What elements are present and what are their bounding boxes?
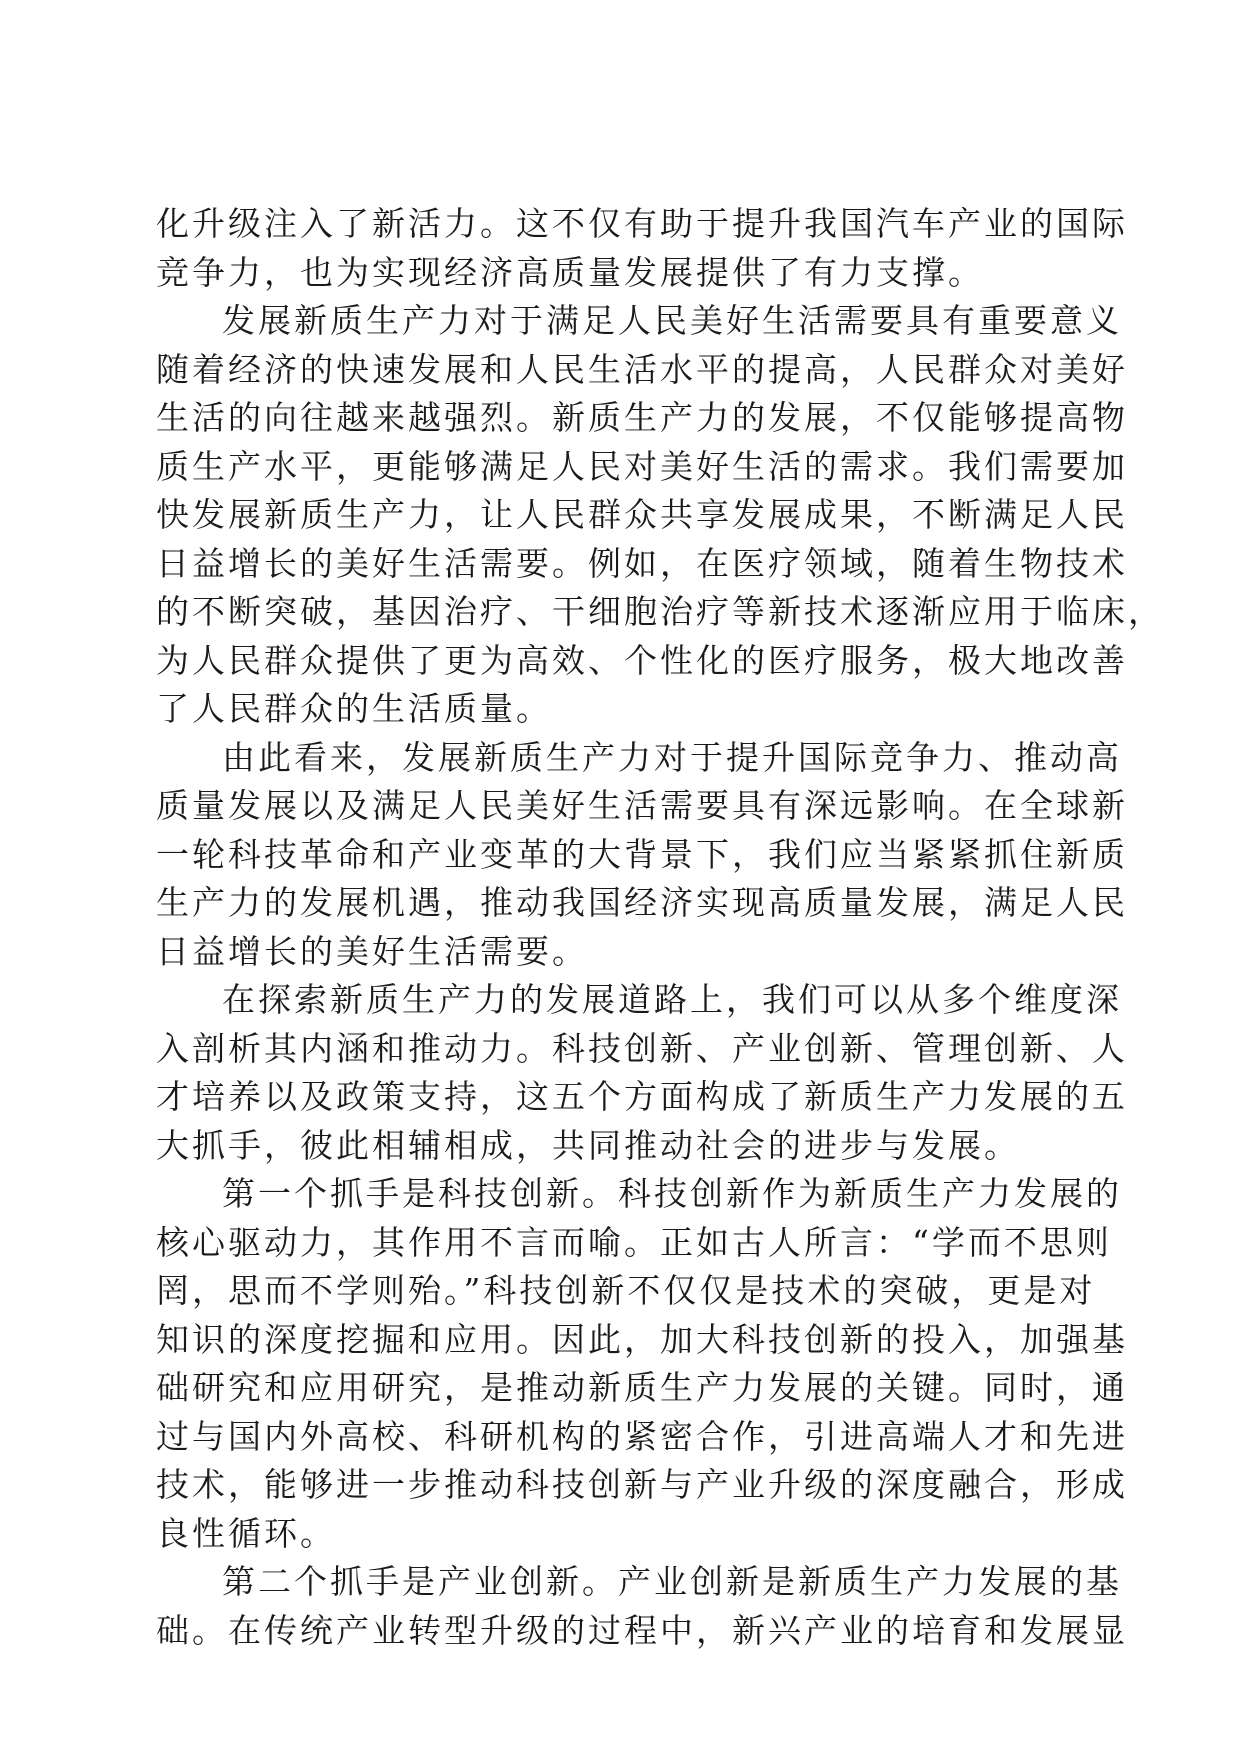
text-line: 随着经济的快速发展和人民生活水平的提高，人民群众对美好 — [156, 349, 1128, 389]
text-line: 了人民群众的生活质量。 — [156, 689, 552, 728]
paragraph — [156, 734, 1128, 977]
text-line: 为人民群众提供了更为高效、个性化的医疗服务，极大地改善 — [156, 640, 1128, 680]
text-line: 础研究和应用研究，是推动新质生产力发展的关键。同时，通 — [156, 1368, 1128, 1407]
text-line: 一轮科技革命和产业变革的大背景下，我们应当紧紧抓住新质 — [156, 834, 1128, 874]
text-line: 在探索新质生产力的发展道路上，我们可以从多个维度深 — [222, 980, 1122, 1019]
body-text — [156, 200, 1164, 1655]
paragraph — [156, 1558, 1128, 1655]
text-line: 竞争力，也为实现经济高质量发展提供了有力支撑。 — [156, 252, 984, 292]
text-line: 质生产水平，更能够满足人民对美好生活的需求。我们需要加 — [156, 446, 1128, 486]
text-line: 良性循环。 — [156, 1513, 336, 1553]
text-line: 才培养以及政策支持，这五个方面构成了新质生产力发展的五 — [156, 1077, 1128, 1116]
text-line: 大抓手，彼此相辅相成，共同推动社会的进步与发展。 — [156, 1125, 1020, 1165]
text-line: 技术，能够进一步推动科技创新与产业升级的深度融合，形成 — [156, 1465, 1128, 1504]
text-line: 的不断突破，基因治疗、干细胞治疗等新技术逐渐应用于临床， — [156, 592, 1164, 631]
text-line: 础。在传统产业转型升级的过程中，新兴产业的培育和发展显 — [156, 1610, 1128, 1650]
text-line: 第一个抓手是科技创新。科技创新作为新质生产力发展的 — [222, 1174, 1122, 1213]
text-line: 核心驱动力，其作用不言而喻。正如古人所言：“学而不思则 — [156, 1222, 1112, 1262]
text-line: 快发展新质生产力，让人民群众共享发展成果，不断满足人民 — [156, 495, 1128, 534]
text-line: 罔，思而不学则殆。”科技创新不仅仅是技术的突破，更是对 — [156, 1271, 1096, 1310]
text-line: 日益增长的美好生活需要。 — [156, 931, 588, 971]
text-line: 发展新质生产力对于满足人民美好生活需要具有重要意义 — [222, 301, 1122, 340]
text-line: 入剖析其内涵和推动力。科技创新、产业创新、管理创新、人 — [156, 1028, 1128, 1068]
paragraph — [156, 297, 1164, 734]
text-line: 生活的向往越来越强烈。新质生产力的发展，不仅能够提高物 — [156, 398, 1128, 437]
text-line: 由此看来，发展新质生产力对于提升国际竞争力、推动高 — [222, 737, 1122, 777]
text-line: 知识的深度挖掘和应用。因此，加大科技创新的投入，加强基 — [156, 1319, 1128, 1359]
paragraph — [156, 200, 1128, 297]
text-line: 质量发展以及满足人民美好生活需要具有深远影响。在全球新 — [156, 786, 1128, 825]
text-line: 化升级注入了新活力。这不仅有助于提升我国汽车产业的国际 — [156, 204, 1128, 243]
paragraph — [156, 976, 1128, 1170]
text-line: 第二个抓手是产业创新。产业创新是新质生产力发展的基 — [222, 1562, 1122, 1601]
paragraph — [156, 1170, 1128, 1558]
text-line: 生产力的发展机遇，推动我国经济实现高质量发展，满足人民 — [156, 883, 1128, 922]
text-line: 过与国内外高校、科研机构的紧密合作，引进高端人才和先进 — [156, 1416, 1128, 1456]
text-line: 日益增长的美好生活需要。例如，在医疗领域，随着生物技术 — [156, 543, 1128, 583]
